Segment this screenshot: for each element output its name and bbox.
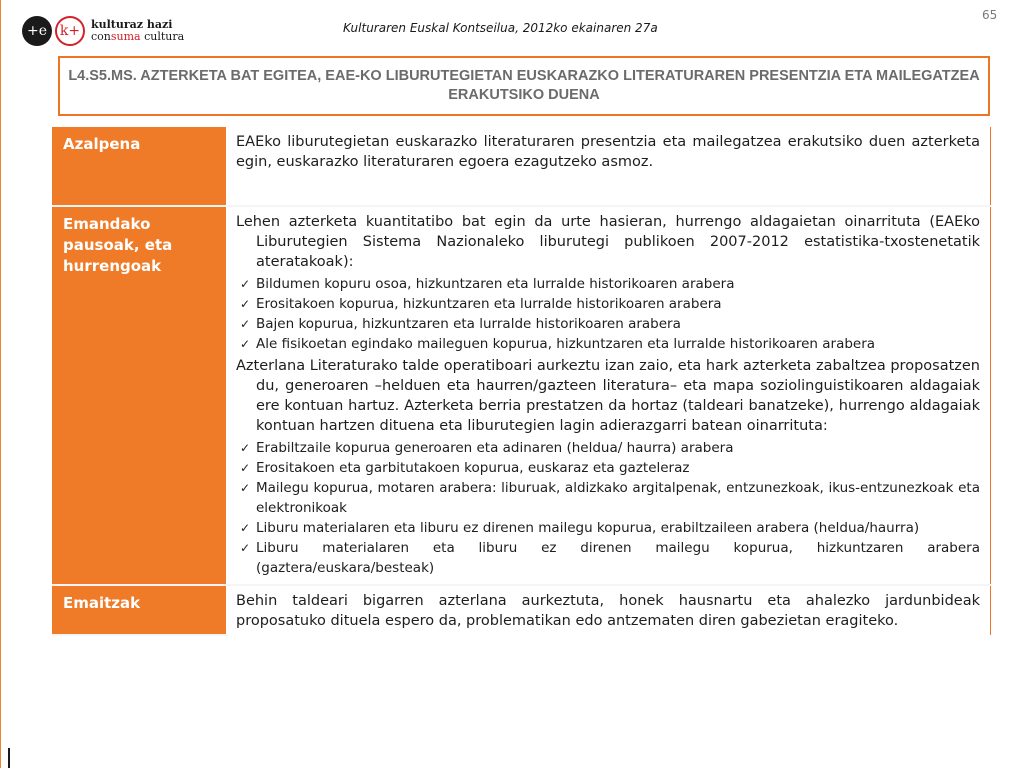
list-item: [236, 294, 980, 314]
check-icon: ✓: [240, 441, 251, 455]
table-row-description: [52, 127, 991, 206]
list-item: [236, 518, 980, 538]
list-item-text: Liburu materialaren eta liburu ez direnen mailegu kopurua, hizkuntzaren arabera (gaztera/euskara/besteak): [256, 540, 980, 576]
list-item: [236, 538, 980, 578]
row-content-steps: [227, 206, 991, 585]
check-icon: ✓: [240, 541, 251, 555]
list-item-text: Erabiltzaile kopurua generoaren eta adinaren (heldua/ haurra) arabera: [256, 440, 734, 456]
list-item-text: Bajen kopurua, hizkuntzaren eta lurralde historikoaren arabera: [256, 316, 681, 332]
logo-line-2: [91, 31, 184, 43]
logo: [22, 14, 184, 48]
row-label-results: Emaitzak: [52, 585, 227, 635]
list-item: [236, 274, 980, 294]
check-icon: ✓: [240, 337, 251, 351]
row-label-steps: Emandako pausoak, eta hurrengoak: [52, 206, 227, 585]
steps-intro: Lehen azterketa kuantitatibo bat egin da urte hasieran, hurrengo aldagaietan oinarrituta (EAEko Liburutegien Sistema Nazionaleko liburutegi publikoen 2007-2012 estatistika-txostenetatik ateratakoak):: [236, 214, 980, 270]
list-item: [236, 478, 980, 518]
steps-list-a: [236, 274, 980, 354]
content-table: [52, 127, 991, 636]
row-content-results: [227, 585, 991, 635]
check-icon: ✓: [240, 521, 251, 535]
list-item-text: Mailegu kopurua, motaren arabera: liburuak, aldizkako argitalpenak, entzunezkoak, ikus-entzunezkoak eta elektronikoak: [256, 480, 980, 516]
logo-badge-k: k+: [55, 16, 85, 46]
list-item-text: Bildumen kopuru osoa, hizkuntzaren eta lurralde historikoaren arabera: [256, 276, 735, 292]
logo-line-2-suffix: cultura: [140, 30, 185, 43]
logo-badge-e: +e: [22, 16, 52, 46]
left-dark-mark: [8, 748, 10, 768]
results-text: Behin taldeari bigarren azterlana aurkeztuta, honek hausnartu eta ahalezko jardunbideak proposatuko dituela espero da, problematikan edo antzematen diren gabezietan eragiteko.: [236, 593, 980, 629]
check-icon: ✓: [240, 481, 251, 495]
logo-line-2-prefix: con: [91, 30, 111, 43]
row-label-description: Azalpena: [52, 127, 227, 206]
section-title-box: [58, 56, 990, 116]
logo-text: [91, 19, 184, 43]
steps-list-b: [236, 438, 980, 578]
logo-line-2-highlight: suma: [110, 30, 141, 43]
check-icon: ✓: [240, 277, 251, 291]
check-icon: ✓: [240, 317, 251, 331]
row-content-description: [227, 127, 991, 206]
list-item: [236, 314, 980, 334]
list-item: [236, 458, 980, 478]
table-row-steps: [52, 206, 991, 585]
description-text: EAEko liburutegietan euskarazko literaturaren presentzia eta mailegatzea erakutsiko duen azterketa egin, euskarazko literaturaren egoera ezagutzeko asmoz.: [236, 134, 980, 170]
list-item: [236, 438, 980, 458]
section-title: L4.S5.MS. AZTERKETA BAT EGITEA, EAE-KO LIBURUTEGIETAN EUSKARAZKO LITERATURAREN PRESENTZIA ETA MAILEGATZEA ERAKUTSIKO DUENA: [68, 68, 980, 103]
list-item-text: Erositakoen eta garbitutakoen kopurua, euskaraz eta gazteleraz: [256, 460, 690, 476]
steps-middle: Azterlana Literaturako talde operatiboari aurkeztu izan zaio, eta hark azterketa zabaltzea proposatzen du, generoaren –helduen eta haurren/gazteen literatura– eta mapa soziolinguistikoaren aldagaiak ere kontuan hartuz. Azterketa berria prestatzen da hortaz (taldeari banatzeke), hurrengo aldagaiak kontuan hartzen dituena eta liburutegien lagin adierazgarri batean oinarrituta:: [236, 358, 980, 434]
list-item: [236, 334, 980, 354]
logo-line-1: kulturaz hazi: [91, 18, 173, 31]
table-row-results: [52, 585, 991, 635]
check-icon: ✓: [240, 297, 251, 311]
list-item-text: Liburu materialaren eta liburu ez direnen mailegu kopurua, erabiltzaileen arabera (heldua/haurra): [256, 520, 920, 536]
left-accent-line: [0, 0, 1, 768]
list-item-text: Erositakoen kopurua, hizkuntzaren eta lurralde historikoaren arabera: [256, 296, 722, 312]
header-title: Kulturaren Euskal Kontseilua, 2012ko ekainaren 27a: [343, 21, 658, 35]
page-number: 65: [982, 8, 998, 22]
check-icon: ✓: [240, 461, 251, 475]
list-item-text: Ale fisikoetan egindako maileguen kopurua, hizkuntzaren eta lurralde historikoaren arabera: [256, 336, 876, 352]
